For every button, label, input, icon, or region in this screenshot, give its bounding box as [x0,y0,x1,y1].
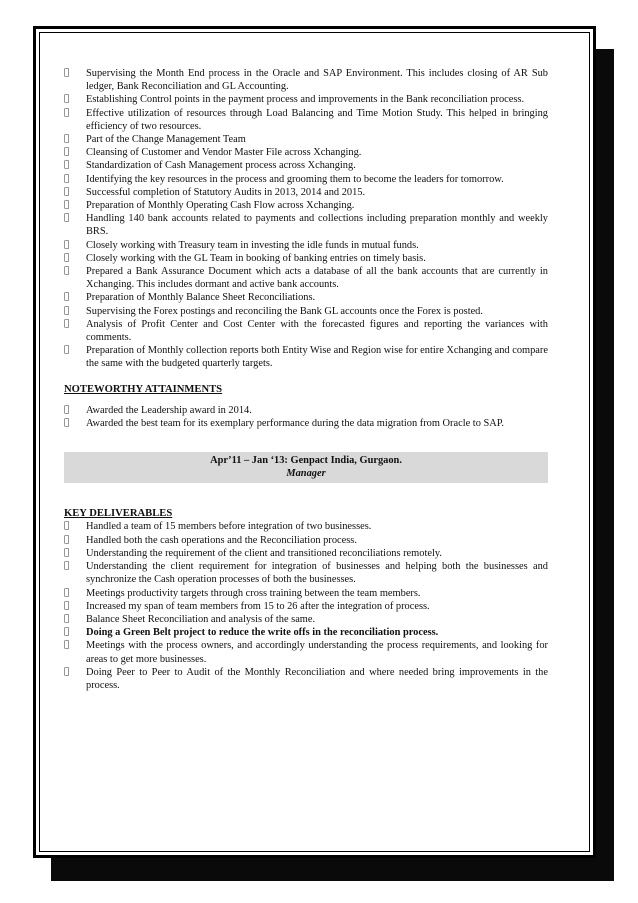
list-item-text: Standardization of Cash Management process across Xchanging. [86,160,356,172]
list-item [64,173,548,186]
list-item-text: Handling 140 bank accounts related to payments and collections including preparation monthly and weekly BRS. [86,213,548,238]
bullet-icon [64,534,76,547]
list-item-text: Prepared a Bank Assurance Document which acts a database of all the bank accounts that are currently in Xchanging. This includes dormant and active bank accounts. [86,266,548,291]
bullet-icon [64,600,76,613]
list-item-text: Cleansing of Customer and Vendor Master File across Xchanging. [86,147,362,159]
bullet-icon [64,146,76,159]
job-role: Manager [286,468,326,480]
list-item [64,560,548,586]
list-item-text: Preparation of Monthly Balance Sheet Reconciliations. [86,292,316,304]
bullet-icon [64,318,76,331]
bullet-icon [64,252,76,265]
page-content [64,67,548,692]
list-item [64,212,548,238]
list-item-text: Meetings with the process owners, and accordingly understanding the process requirements, and looking for areas to get more businesses. [86,640,548,665]
list-item [64,199,548,212]
list-item [64,613,548,626]
list-item-text: Closely working with Treasury team in investing the idle funds in mutual funds. [86,239,419,251]
bullet-icon [64,186,76,199]
list-item [64,534,548,547]
bullet-icon [64,666,76,679]
list-item [64,159,548,172]
list-item [64,291,548,304]
list-item [64,404,548,417]
list-item [64,600,548,613]
responsibilities-list [64,67,548,371]
bullet-icon [64,560,76,573]
list-item-text: Meetings productivity targets through cross training between the team members. [86,587,421,599]
bullet-icon [64,547,76,560]
list-item [64,587,548,600]
list-item [64,107,548,133]
key-deliverables-list [64,520,548,692]
list-item-text: Increased my span of team members from 15 to 26 after the integration of process. [86,600,430,612]
list-item [64,344,548,370]
list-item-text: Identifying the key resources in the process and grooming them to become the leaders for tomorrow. [86,173,504,185]
bullet-icon [64,93,76,106]
list-item-text: Supervising the Forex postings and reconciling the Bank GL accounts once the Forex is posted. [86,305,483,317]
key-deliverables-heading: KEY DELIVERABLES [64,508,173,520]
list-item-text: Closely working with the GL Team in booking of banking entries on timely basis. [86,252,426,264]
bullet-icon [64,265,76,278]
list-item [64,520,548,533]
bullet-icon [64,67,76,80]
bullet-icon [64,639,76,652]
list-item [64,639,548,665]
bullet-icon [64,626,76,639]
bullet-icon [64,417,76,430]
list-item [64,547,548,560]
list-item-text: Understanding the client requirement for integration of businesses and helping both the businesses and synchronize the Cash operation processes of both the businesses. [86,561,548,586]
bullet-icon [64,587,76,600]
list-item [64,626,548,639]
list-item [64,318,548,344]
bullet-icon [64,159,76,172]
list-item [64,93,548,106]
list-item [64,146,548,159]
bullet-icon [64,107,76,120]
bullet-icon [64,133,76,146]
list-item [64,67,548,93]
list-item-text: Establishing Control points in the payment process and improvements in the Bank reconciliation process. [86,94,525,106]
bullet-icon [64,173,76,186]
list-item-text: Understanding the requirement of the client and transitioned reconciliations remotely. [86,547,442,559]
list-item-text: Awarded the Leadership award in 2014. [86,404,252,416]
list-item-text: Supervising the Month End process in the Oracle and SAP Environment. This includes closing of AR Sub ledger, Bank Reconciliation and GL Accounting. [86,68,548,93]
bullet-icon [64,199,76,212]
list-item-text: Doing Peer to Peer to Audit of the Monthly Reconciliation and where needed bring improvements in the process. [86,666,548,691]
list-item-text: Preparation of Monthly collection reports both Entity Wise and Region wise for entire Xchanging and compare the same with the budgeted quarterly targets. [86,345,548,370]
list-item-text: Analysis of Profit Center and Cost Center with the forecasted figures and reporting the variances with comments. [86,318,548,344]
list-item [64,252,548,265]
list-item [64,186,548,199]
list-item-text: Successful completion of Statutory Audits in 2013, 2014 and 2015. [86,186,366,198]
document-page [33,26,596,858]
bullet-icon [64,305,76,318]
list-item [64,417,548,430]
bullet-icon [64,212,76,225]
job-header [64,452,548,483]
bullet-icon [64,344,76,357]
list-item [64,239,548,252]
list-item-text: Balance Sheet Reconciliation and analysis of the same. [86,613,316,625]
list-item [64,666,548,692]
bullet-icon [64,520,76,533]
list-item-text: Doing a Green Belt project to reduce the write offs in the reconciliation process. [86,627,439,639]
list-item-text: Handled both the cash operations and the Reconciliation process. [86,534,357,546]
noteworthy-heading: NOTEWORTHY ATTAINMENTS [64,383,223,395]
bullet-icon [64,291,76,304]
list-item-text: Handled a team of 15 members before integration of two businesses. [86,521,372,533]
list-item [64,305,548,318]
job-title: Apr’11 – Jan ‘13: Genpact India, Gurgaon. [210,455,402,467]
bullet-icon [64,404,76,417]
list-item [64,265,548,291]
list-item [64,133,548,146]
list-item-text: Effective utilization of resources through Load Balancing and Time Motion Study. This helped in bringing efficiency of two resources. [86,107,548,132]
list-item-text: Preparation of Monthly Operating Cash Flow across Xchanging. [86,200,355,212]
bullet-icon [64,239,76,252]
attainments-list [64,404,548,430]
bullet-icon [64,613,76,626]
list-item-text: Awarded the best team for its exemplary performance during the data migration from Oracle to SAP. [86,418,504,430]
list-item-text: Part of the Change Management Team [86,134,246,146]
